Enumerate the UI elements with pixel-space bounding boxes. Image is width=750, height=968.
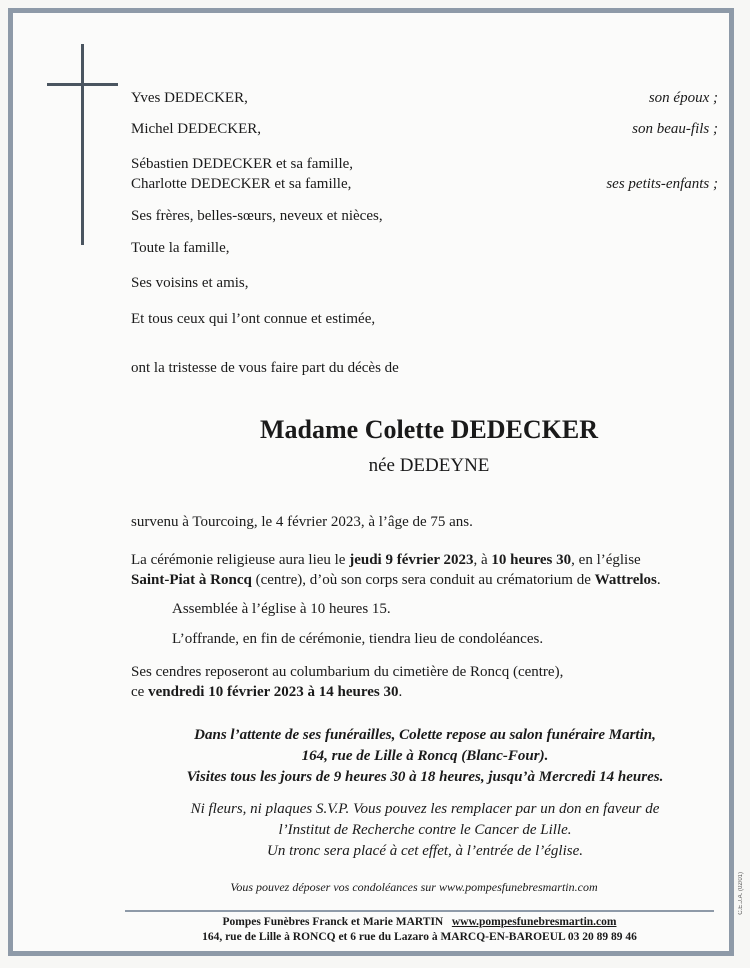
cross-icon: [81, 44, 84, 245]
funeral-home-line: Dans l’attente de ses funérailles, Colette repose au salon funéraire Martin,: [194, 727, 656, 743]
ashes-paragraph: [131, 662, 731, 702]
footer-line-1: [125, 915, 714, 930]
deceased-name: Madame Colette DEDECKER: [260, 415, 598, 444]
assembly-text: Assemblée à l’église à 10 heures 15.: [172, 601, 391, 617]
others-line-1: Ses frères, belles-sœurs, neveux et nièces,: [131, 208, 383, 224]
funeral-home-line: 164, rue de Lille à Roncq (Blanc-Four).: [301, 748, 549, 764]
condolences-text: Vous pouvez déposer vos condoléances sur www.pompesfunebresmartin.com: [230, 880, 598, 894]
ashes-text: ce: [131, 684, 149, 700]
ceremony-text: , à: [473, 552, 492, 568]
funeral-home-block: [100, 725, 750, 788]
family-relation: son beau-fils ;: [632, 121, 718, 137]
flowers-line: Un tronc sera placé à cet effet, à l’entrée de l’église.: [266, 843, 583, 859]
family-name: Charlotte DEDECKER et sa famille,: [131, 176, 352, 192]
ceremony-text: , en l’église: [571, 552, 641, 568]
ashes-text: Ses cendres reposeront au columbarium du cimetière de Roncq (centre),: [131, 664, 564, 680]
ceremony-crematorium: Wattrelos: [594, 572, 657, 588]
maiden-name: née DEDEYNE: [368, 455, 490, 476]
footer-divider: [125, 910, 714, 912]
side-code: C.E.J.A. (02/01): [738, 872, 744, 915]
ceremony-time: 10 heures 30: [491, 552, 572, 568]
family-name: Yves DEDECKER,: [131, 90, 248, 106]
ceremony-paragraph: [131, 550, 731, 590]
others-line-4: Et tous ceux qui l’ont connue et estimée,: [131, 311, 376, 327]
announce-text: ont la tristesse de vous faire part du décès de: [131, 360, 399, 376]
family-relation: son époux ;: [648, 90, 718, 106]
funeral-company: Pompes Funèbres Franck et Marie MARTIN: [222, 916, 444, 928]
ashes-date: vendredi 10 février 2023 à 14 heures 30: [148, 684, 399, 700]
footer-line-2: 164, rue de Lille à RONCQ et 6 rue du Lazaro à MARCQ-EN-BAROEUL 03 20 89 89 46: [202, 931, 637, 943]
ceremony-date: jeudi 9 février 2023: [349, 552, 474, 568]
footer-website-link[interactable]: www.pompesfunebresmartin.com: [451, 916, 617, 928]
others-line-3: Ses voisins et amis,: [131, 275, 249, 291]
cross-icon-bar: [47, 83, 118, 86]
flowers-block: [100, 799, 750, 862]
flowers-line: l’Institut de Recherche contre le Cancer de Lille.: [278, 822, 572, 838]
ceremony-church: Saint-Piat à Roncq: [131, 572, 252, 588]
ceremony-text: (centre), d’où son corps sera conduit au crématorium de: [251, 572, 595, 588]
family-relation: ses petits-enfants ;: [606, 176, 718, 192]
funeral-home-line: Visites tous les jours de 9 heures 30 à 18 heures, jusqu’à Mercredi 14 heures.: [186, 769, 664, 785]
offering-text: L’offrande, en fin de cérémonie, tiendra lieu de condoléances.: [172, 631, 544, 647]
death-text: survenu à Tourcoing, le 4 février 2023, à l’âge de 75 ans.: [131, 514, 473, 530]
family-name: Sébastien DEDECKER et sa famille,: [131, 156, 354, 172]
others-line-2: Toute la famille,: [131, 240, 230, 256]
ceremony-text: La cérémonie religieuse aura lieu le: [131, 552, 350, 568]
flowers-line: Ni fleurs, ni plaques S.V.P. Vous pouvez les remplacer par un don en faveur de: [190, 801, 660, 817]
ashes-text: .: [398, 684, 403, 700]
ceremony-text: .: [656, 572, 661, 588]
family-name: Michel DEDECKER,: [131, 121, 261, 137]
